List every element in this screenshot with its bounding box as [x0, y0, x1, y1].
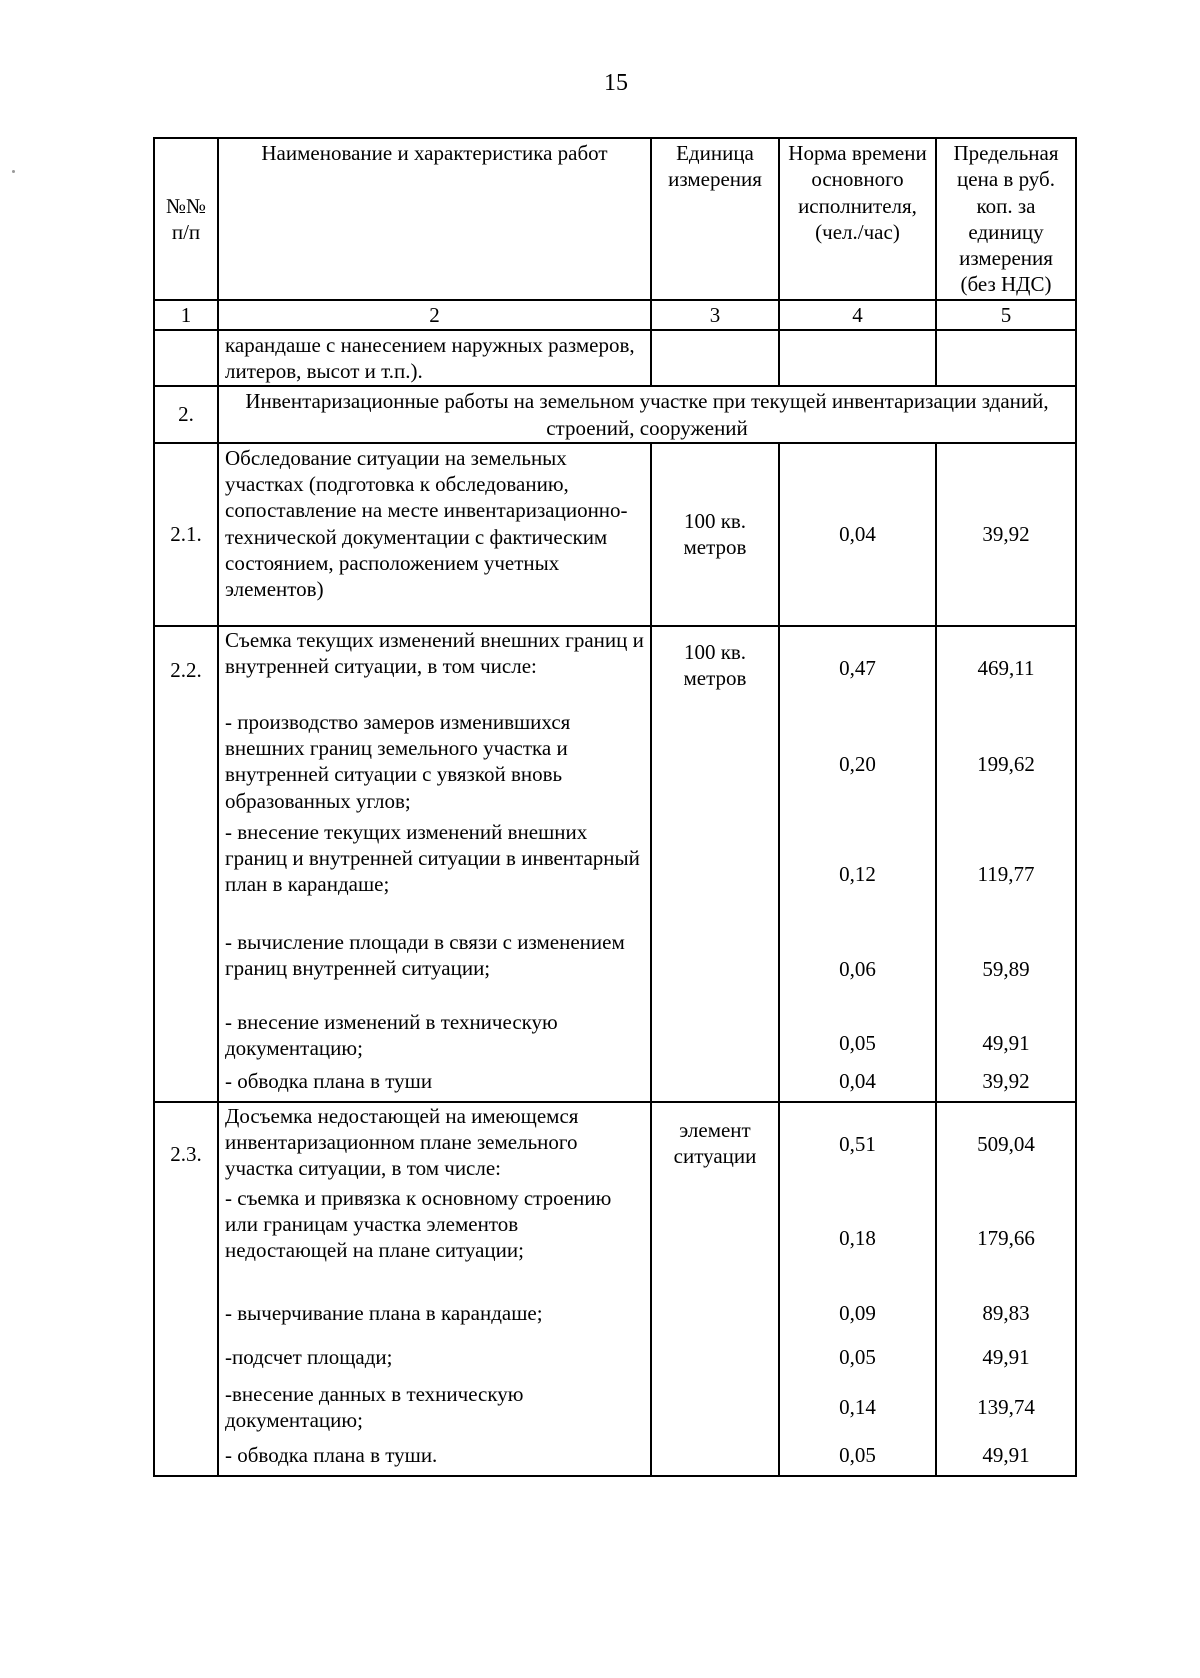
max-price: 119,77: [977, 861, 1035, 886]
time-norm: 0,20: [839, 751, 876, 776]
column-index: 1: [154, 300, 218, 330]
header-col-unit: Единица измерения: [651, 138, 779, 300]
work-description: - вычисление площади в связи с изменением границ внутренней ситуации;: [225, 929, 625, 980]
column-index-row: [154, 300, 1076, 330]
work-description: -внесение данных в техническую документацию;: [225, 1381, 524, 1432]
work-description: - обводка плана в туши: [225, 1068, 433, 1093]
max-price-group: [936, 1102, 1076, 1476]
norm-cell: [779, 330, 936, 387]
column-index: 3: [651, 300, 779, 330]
work-description-group: [218, 626, 651, 1102]
time-norm-group: [779, 1102, 936, 1476]
work-description: - вычерчивание плана в карандаше;: [225, 1300, 543, 1325]
work-description: Обследование ситуации на земельных участках (подготовка к обследованию, сопоставление на месте инвентаризационно-технической документации с фактическим состоянием, расположением учетных элементов): [218, 443, 651, 626]
time-norm: 0,04: [779, 443, 936, 626]
header-col-name: Наименование и характеристика работ: [218, 138, 651, 300]
scan-artifact: [12, 170, 15, 173]
section-row: [154, 386, 1076, 443]
unit-of-measure: 100 кв. метров: [651, 443, 779, 626]
header-row: [154, 138, 1076, 300]
continuation-row: [154, 330, 1076, 387]
time-norm: 0,04: [839, 1068, 876, 1093]
column-index: 4: [779, 300, 936, 330]
work-description: - внесение изменений в техническую документацию;: [225, 1009, 558, 1060]
max-price: 139,74: [977, 1394, 1035, 1419]
max-price-group: [936, 626, 1076, 1102]
work-description-group: [218, 1102, 651, 1476]
work-description: - производство замеров изменившихся внешних границ земельного участка и внутренней ситуации с увязкой вновь образованных углов;: [225, 709, 571, 813]
column-index: 2: [218, 300, 651, 330]
time-norm: 0,51: [839, 1131, 876, 1156]
price-table: [153, 137, 1077, 1477]
column-index: 5: [936, 300, 1076, 330]
header-col-price: Предельная цена в руб. коп. за единицу измерения (без НДС): [936, 138, 1076, 300]
row-number: 2.3.: [154, 1102, 218, 1476]
unit-of-measure: элемент ситуации: [651, 1102, 779, 1476]
header-col-norm: Норма времени основного исполнителя, (чел./час): [779, 138, 936, 300]
max-price: 199,62: [977, 751, 1035, 776]
max-price: 49,91: [982, 1030, 1030, 1055]
max-price: 89,83: [982, 1300, 1030, 1325]
work-description: карандаше с нанесением наружных размеров, литеров, высот и т.п.).: [218, 330, 651, 387]
work-description: Съемка текущих изменений внешних границ и внутренней ситуации, в том числе:: [225, 627, 644, 678]
time-norm: 0,47: [839, 655, 876, 680]
row-number: 2.1.: [154, 443, 218, 626]
time-norm: 0,05: [839, 1344, 876, 1369]
table-row: [154, 626, 1076, 1102]
time-norm-group: [779, 626, 936, 1102]
max-price: 49,91: [982, 1344, 1030, 1369]
max-price: 179,66: [977, 1225, 1035, 1250]
max-price: 39,92: [936, 443, 1076, 626]
table-row: [154, 443, 1076, 626]
time-norm: 0,09: [839, 1300, 876, 1325]
work-description: Досъемка недостающей на имеющемся инвентаризационном плане земельного участка ситуации, в том числе:: [225, 1103, 579, 1181]
work-description: -подсчет площади;: [225, 1344, 393, 1369]
row-number: [154, 330, 218, 387]
max-price: 509,04: [977, 1131, 1035, 1156]
time-norm: 0,06: [839, 956, 876, 981]
max-price: 49,91: [982, 1442, 1030, 1467]
unit-of-measure: 100 кв. метров: [651, 626, 779, 1102]
max-price: 39,92: [982, 1068, 1030, 1093]
row-number: 2.2.: [154, 626, 218, 1102]
page-number: 15: [604, 70, 628, 96]
max-price: 59,89: [982, 956, 1030, 981]
time-norm: 0,14: [839, 1394, 876, 1419]
time-norm: 0,05: [839, 1030, 876, 1055]
header-col-number: №№ п/п: [154, 138, 218, 300]
work-description: - съемка и привязка к основному строению или границам участка элементов недостающей на плане ситуации;: [225, 1185, 612, 1263]
section-title: Инвентаризационные работы на земельном участке при текущей инвентаризации зданий, строений, сооружений: [218, 386, 1076, 443]
time-norm: 0,18: [839, 1225, 876, 1250]
row-number: 2.: [154, 386, 218, 443]
work-description: - внесение текущих изменений внешних границ и внутренней ситуации в инвентарный план в карандаше;: [225, 819, 640, 897]
work-description: - обводка плана в туши.: [225, 1442, 438, 1467]
max-price: 469,11: [977, 655, 1035, 680]
unit-cell: [651, 330, 779, 387]
table-row: [154, 1102, 1076, 1476]
time-norm: 0,05: [839, 1442, 876, 1467]
price-cell: [936, 330, 1076, 387]
time-norm: 0,12: [839, 861, 876, 886]
